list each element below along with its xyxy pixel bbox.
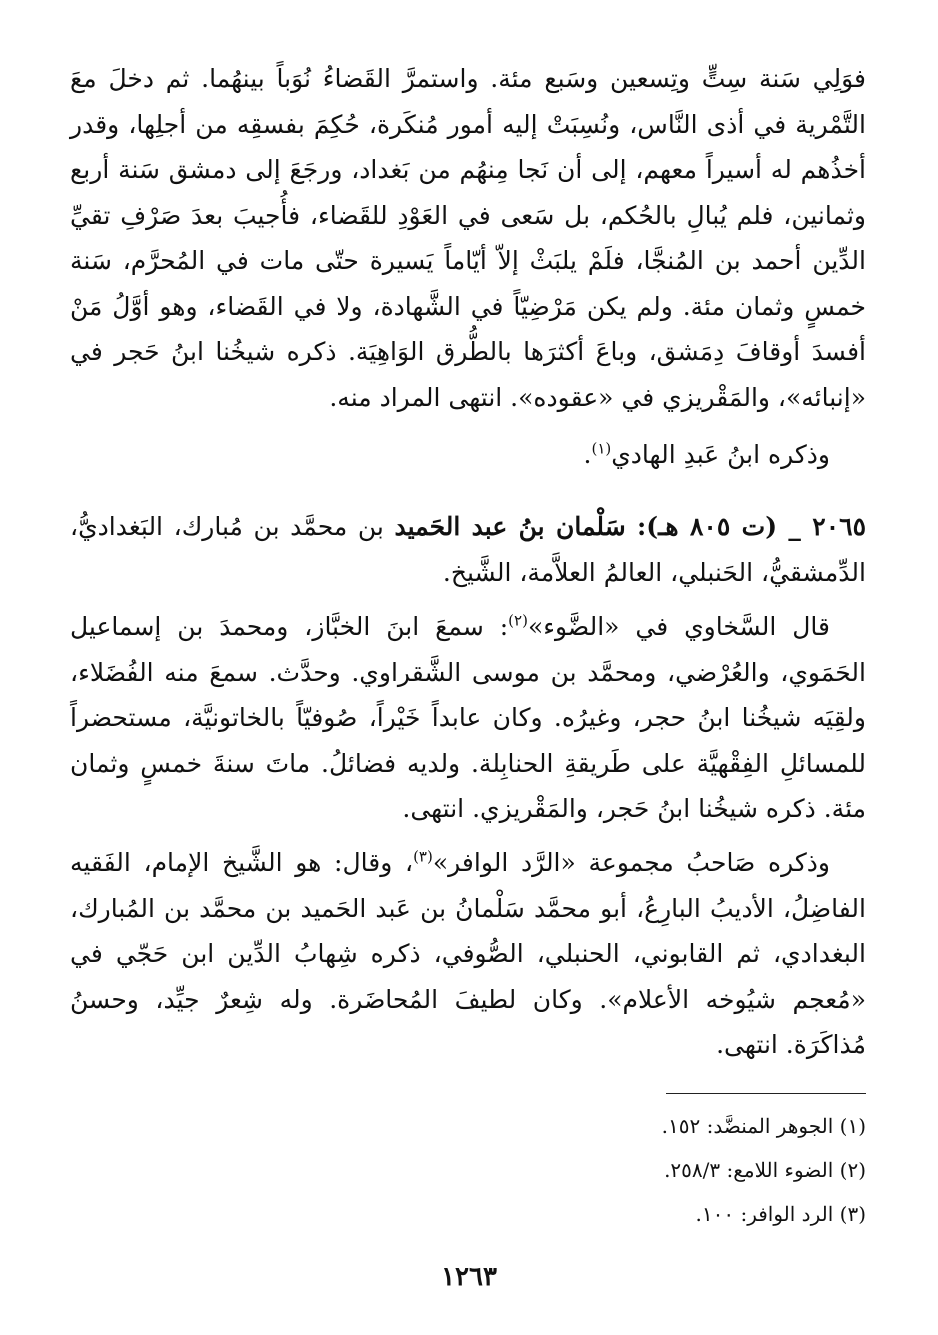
paragraph-end: . xyxy=(583,440,592,469)
paragraph-radd-al-wafir xyxy=(70,840,866,1068)
paragraph-text: : سمعَ ابنَ الخبَّاز، ومحمدَ بن إسماعيل الحَمَوي، والعُرْضي، ومحمَّد بن موسى الشَّقراوي. وحدَّث. سمعَ منه الفُضَلاء، ولقِيَه شيخُنا ابنُ حجر، وغيرُه. وكان عابداً خَيْراً، صُوفيّاً بالخاتونيَّة، مستحضراً للمسائلِ الفِقْهيَّة على طَريقةِ الحنابِلة. ولديه فضائلُ. ماتَ سنةَ خمسٍ وثمان مئة. ذكره شيخُنا ابنُ حَجر، والمَقْريزي. انتهى. xyxy=(70,612,866,823)
footnote-item: (٣) الرد الوافر: ١٠٠. xyxy=(695,1202,866,1226)
footnote-item: (٢) الضوء اللامع: ٢٥٨/٣. xyxy=(664,1158,866,1182)
paragraph-sakhawi xyxy=(70,604,866,832)
footnote-reference-3: (٣) xyxy=(413,847,433,866)
entry-text: بن محمَّد بن مُبارك، البَغداديُّ، الدِّمشقيُّ، الحَنبلي، العالمُ العلاَّمة، الشَّيخ. xyxy=(70,512,866,587)
entry-heading: ٢٠٦٥ _ (ت ٨٠٥ هـ): سَلْمان بنُ عبد الحَميد xyxy=(394,512,866,541)
paragraph-text: ، وقال: هو الشَّيخ الإمام، الفَقيه الفاضِلُ، الأديبُ البارِعُ، أبو محمَّد سَلْمانُ بن عَبد الحَميد بن محمَّد بن المُبارك، البغدادي، ثم القابوني، الحنبلي، الصُّوفي، ذكره شِهابُ الدِّين ابن حَجّي في «مُعجم شيُوخه الأعلام». وكان لطيفَ المُحاضَرة. وله شِعرٌ جيِّد، وحسنُ مُذاكَرَة. انتهى. xyxy=(70,848,866,1059)
footnotes-list xyxy=(70,1110,866,1242)
paragraph-text: وذكره ابنُ عَبدِ الهادي xyxy=(611,440,830,469)
footnote-reference-1: (١) xyxy=(591,439,612,458)
page-number: ١٢٦٣ xyxy=(441,1262,497,1292)
footnote-reference-2: (٢) xyxy=(508,611,528,630)
paragraph-text: قال السَّخاوي في «الضَّوء» xyxy=(527,612,830,641)
paragraph-continuation: فوَلِي سَنة سِتٍّ وتِسعين وسَبع مئة. واستمرَّ القَضاءُ نُوَباً بينهُما. ثم دخلَ معَ التَّمْرية في أذى النَّاس، ونُسِبَتْ إليه أمور مُنكَرة، حُكِمَ بفسقِه من أجلِها، وقدر أخذُهم له أسيراً معهم، إلى أن نَجا مِنهُم من بَغداد، ورجَعَ إلى دمشق سَنة أربع وثمانين، فلم يُبالِ بالحُكم، بل سَعى في العَوْدِ للقَضاء، فأُجيبَ بعدَ صَرْفِ تقيِّ الدِّين أحمد بن المُنجَّا، فلَمْ يلبَثْ إلاّ أيّاماً يَسيرة حتّى مات في المُحرَّم، سَنة خمسٍ وثمان مئة. ولم يكن مَرْضِيّاً في الشَّهادة، ولا في القَضاء، وهو أوَّلُ مَنْ أفسدَ أوقافَ دِمَشق، وباعَ أكثرَها بالطُّرق الوَاهِيَة. ذكره شيخُنا ابنُ حَجر في «إنبائه»، والمَقْريزي في «عقوده». انتهى المراد منه. xyxy=(70,64,866,412)
footnote-item: (١) الجوهر المنضَّد: ١٥٢. xyxy=(661,1114,866,1138)
footnote-divider xyxy=(666,1093,866,1094)
paragraph-ibn-abd-al-hadi xyxy=(70,432,866,478)
biography-entry xyxy=(70,504,866,595)
paragraph-text: وذكره صَاحبُ مجموعة «الرَّد الوافر» xyxy=(432,848,830,877)
